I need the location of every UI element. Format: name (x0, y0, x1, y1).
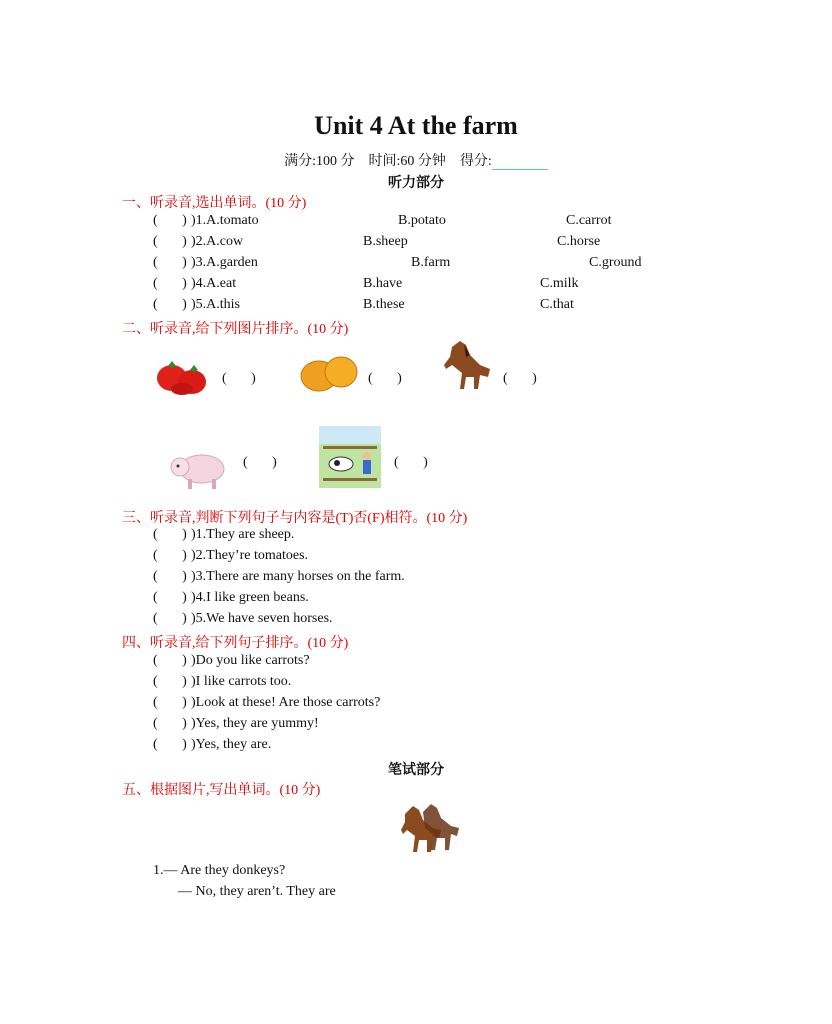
option-b: B.potato (398, 213, 446, 228)
question-1-line-2: — No, they aren’t. They are (178, 884, 336, 899)
question-row (153, 213, 259, 229)
option-b: B.farm (411, 255, 451, 270)
answer-paren[interactable]: ( ) (153, 213, 187, 228)
sentence-text: )Yes, they are. (191, 737, 272, 752)
section-5-title: 五、根据图片,写出单词。(10 分) (122, 783, 321, 798)
question-row (153, 234, 243, 250)
question-1-line-1: 1.— Are they donkeys? (153, 863, 286, 878)
sentence-text: )Do you like carrots? (191, 653, 310, 668)
option-a: )1.A.tomato (191, 213, 259, 228)
question-row (153, 737, 271, 753)
potatoes-icon (299, 352, 359, 394)
sentence-text: )Look at these! Are those carrots? (191, 695, 381, 710)
answer-paren[interactable]: ( ) (394, 455, 428, 470)
statement-text: )4.I like green beans. (191, 590, 309, 605)
option-b: B.have (363, 276, 403, 291)
answer-paren[interactable]: ( ) (153, 569, 187, 584)
answer-paren[interactable]: ( ) (153, 695, 187, 710)
option-a: )3.A.garden (191, 255, 258, 270)
question-row (153, 276, 236, 292)
listening-part-heading: 听力部分 (388, 176, 444, 191)
answer-paren[interactable]: ( ) (153, 653, 187, 668)
statement-text: )1.They are sheep. (191, 527, 295, 542)
section-1-title: 一、听录音,选出单词。(10 分) (122, 196, 307, 211)
answer-paren[interactable]: ( ) (368, 371, 402, 386)
sheep-icon (168, 449, 230, 491)
answer-paren[interactable]: ( ) (503, 371, 537, 386)
option-a: )4.A.eat (191, 276, 237, 291)
question-row (153, 590, 309, 606)
option-b: B.sheep (363, 234, 408, 249)
question-row (153, 569, 405, 585)
section-4-title: 四、听录音,给下列句子排序。(10 分) (122, 636, 349, 651)
option-c: C.that (540, 297, 574, 312)
score-blank[interactable] (492, 155, 548, 170)
answer-paren[interactable]: ( ) (153, 527, 187, 542)
score-label: 得分: (459, 154, 492, 169)
question-row (153, 716, 319, 732)
answer-paren[interactable]: ( ) (153, 548, 187, 563)
statement-text: )3.There are many horses on the farm. (191, 569, 405, 584)
exam-meta (0, 150, 832, 170)
sentence-text: )Yes, they are yummy! (191, 716, 319, 731)
option-c: C.ground (589, 255, 642, 270)
section-3-title: 三、听录音,判断下列句子与内容是(T)否(F)相符。(10 分) (122, 511, 468, 526)
answer-paren[interactable]: ( ) (153, 590, 187, 605)
statement-text: )2.They’re tomatoes. (191, 548, 309, 563)
question-row (153, 255, 258, 271)
writing-part-heading: 笔试部分 (388, 763, 444, 778)
question-row (153, 548, 308, 564)
sentence-text: )I like carrots too. (191, 674, 292, 689)
horses-icon (399, 802, 463, 858)
statement-text: )5.We have seven horses. (191, 611, 333, 626)
option-b: B.these (363, 297, 405, 312)
answer-paren[interactable]: ( ) (222, 371, 256, 386)
answer-paren[interactable]: ( ) (153, 276, 187, 291)
question-row (153, 674, 291, 690)
question-row (153, 297, 240, 313)
option-c: C.carrot (566, 213, 612, 228)
horse-icon (442, 339, 494, 393)
question-row (153, 653, 310, 669)
full-score: 满分:100 分 (284, 154, 355, 169)
answer-paren[interactable]: ( ) (153, 737, 187, 752)
tomatoes-icon (154, 356, 210, 396)
time-limit: 时间:60 分钟 (368, 154, 446, 169)
answer-paren[interactable]: ( ) (153, 255, 187, 270)
question-row (153, 611, 333, 627)
answer-paren[interactable]: ( ) (243, 455, 277, 470)
section-2-title: 二、听录音,给下列图片排序。(10 分) (122, 322, 349, 337)
answer-paren[interactable]: ( ) (153, 674, 187, 689)
answer-paren[interactable]: ( ) (153, 716, 187, 731)
option-c: C.horse (557, 234, 601, 249)
option-a: )5.A.this (191, 297, 240, 312)
option-a: )2.A.cow (191, 234, 244, 249)
option-c: C.milk (540, 276, 579, 291)
question-row (153, 695, 380, 711)
answer-paren[interactable]: ( ) (153, 234, 187, 249)
page-title: Unit 4 At the farm (314, 111, 518, 140)
answer-paren[interactable]: ( ) (153, 297, 187, 312)
answer-paren[interactable]: ( ) (153, 611, 187, 626)
farm-icon (319, 426, 381, 488)
question-row (153, 527, 294, 543)
